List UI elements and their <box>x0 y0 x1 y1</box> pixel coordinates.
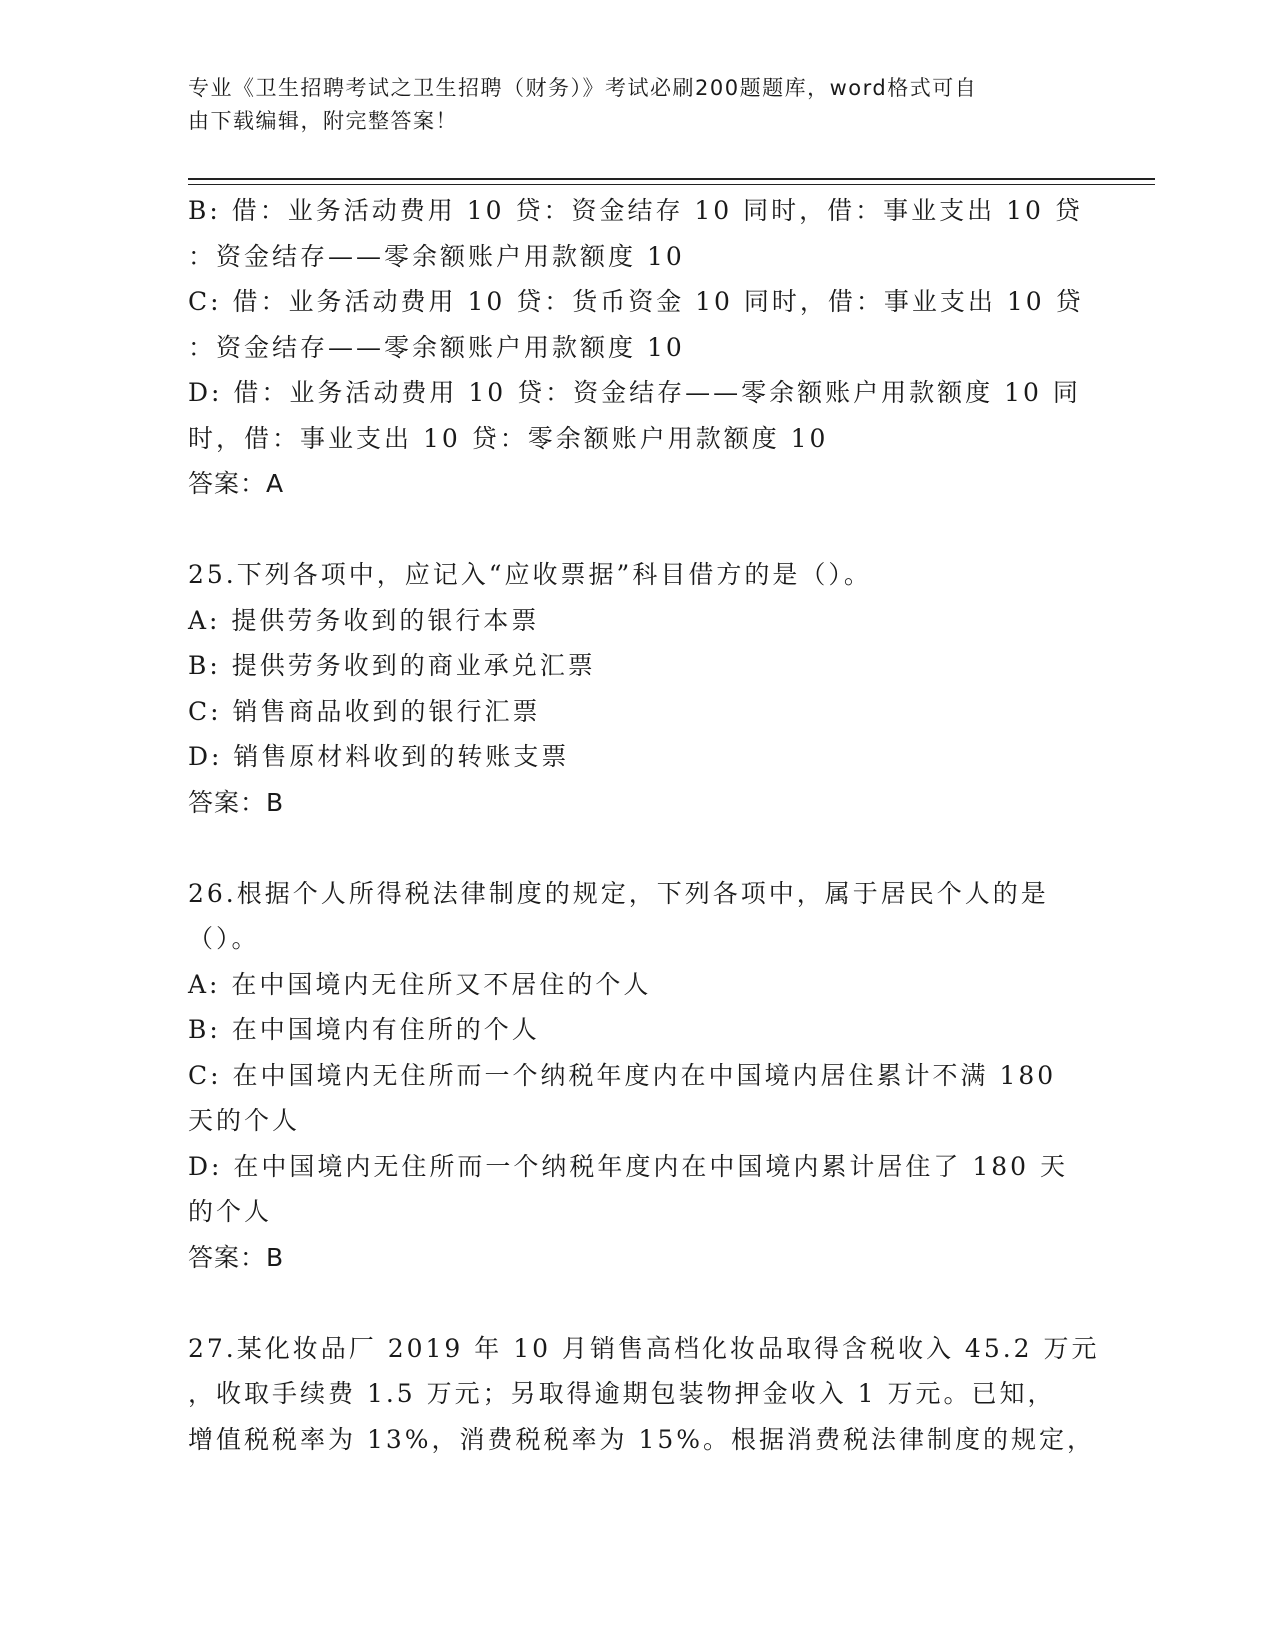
q26-option-b: B: 在中国境内有住所的个人 <box>188 1015 540 1044</box>
spacer <box>188 1280 1088 1326</box>
q26-option-a: A: 在中国境内无住所又不居住的个人 <box>188 969 652 999</box>
q25-option-d: D: 销售原材料收到的转账支票 <box>188 742 570 771</box>
q27-question-line-2: ，收取手续费 1.5 万元；另取得逾期包装物押金收入 1 万元。已知， <box>188 1379 1056 1408</box>
header-line-2: 由下载编辑，附完整答案！ <box>188 109 458 133</box>
header-rule-thin <box>188 184 1155 185</box>
q26-option-c-line-2: 天的个人 <box>188 1106 301 1135</box>
q24-option-d-line-1: D: 借：业务活动费用 10 贷：资金结存——零余额账户用款额度 10 同 <box>188 378 1081 407</box>
q26-option-d-line-2: 的个人 <box>188 1197 273 1226</box>
q26-option-c-line-1: C: 在中国境内无住所而一个纳税年度内在中国境内居住累计不满 180 <box>188 1060 1057 1090</box>
q24-option-c-line-2: ：资金结存——零余额账户用款额度 10 <box>188 332 685 362</box>
q26-question-line-1: 26.根据个人所得税法律制度的规定，下列各项中，属于居民个人的是 <box>188 878 1049 908</box>
q26-option-d-line-1: D: 在中国境内无住所而一个纳税年度内在中国境内累计居住了 180 天 <box>188 1151 1069 1181</box>
document-body <box>188 188 1100 1462</box>
q24-answer: 答案：A <box>188 469 285 498</box>
header-line-1: 专业《卫生招聘考试之卫生招聘（财务）》考试必刷200题题库，word格式可自 <box>188 76 978 100</box>
document-header <box>188 72 1068 138</box>
q24-option-b-line-1: B: 借：业务活动费用 10 贷：资金结存 10 同时，借：事业支出 10 贷 <box>188 196 1083 225</box>
q24-option-d-line-2: 时，借：事业支出 10 贷：零余额账户用款额度 10 <box>188 423 829 453</box>
q26-question-line-2: （）。 <box>188 924 260 953</box>
q27-question-line-3: 增值税税率为 13%，消费税税率为 15%。根据消费税法律制度的规定， <box>188 1424 1096 1454</box>
question-25-block <box>188 552 1088 825</box>
question-24-block <box>188 188 1088 507</box>
spacer <box>188 507 1088 553</box>
q25-option-c: C: 销售商品收到的银行汇票 <box>188 696 541 726</box>
q24-option-b-line-2: ：资金结存——零余额账户用款额度 10 <box>188 241 685 271</box>
question-26-block <box>188 871 1088 1281</box>
q27-question-line-1: 27.某化妆品厂 2019 年 10 月销售高档化妆品取得含税收入 45.2 万元 <box>188 1333 1100 1363</box>
question-27-block <box>188 1326 1100 1463</box>
header-rule-thick <box>188 178 1155 180</box>
q25-question: 25.下列各项中，应记入“应收票据”科目借方的是（）。 <box>188 560 872 589</box>
q25-option-b: B: 提供劳务收到的商业承兑汇票 <box>188 651 596 680</box>
q24-option-c-line-1: C: 借：业务活动费用 10 贷：货币资金 10 同时，借：事业支出 10 贷 <box>188 287 1084 316</box>
q25-answer: 答案：B <box>188 787 285 817</box>
q26-answer: 答案：B <box>188 1242 285 1272</box>
q25-option-a: A: 提供劳务收到的银行本票 <box>188 605 540 635</box>
spacer <box>188 825 1088 871</box>
